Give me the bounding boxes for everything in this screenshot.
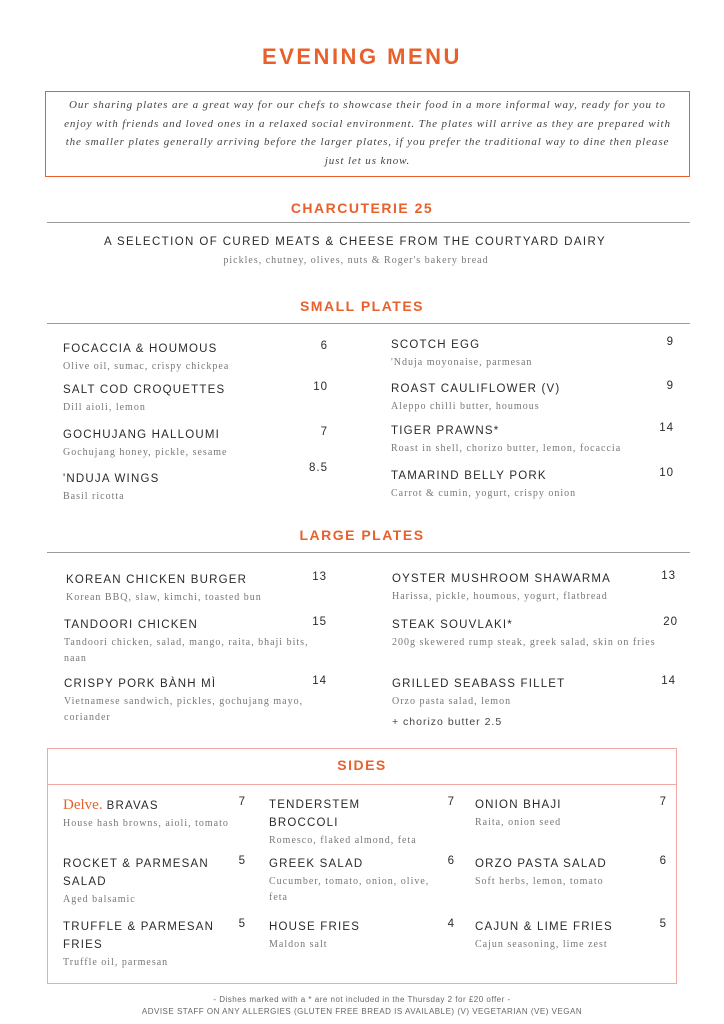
item-description: Korean BBQ, slaw, kimchi, toasted bun — [66, 592, 262, 603]
item-name-text: TRUFFLE & PARMESAN FRIES — [63, 921, 215, 951]
item-name — [269, 918, 455, 936]
item-price: 5 — [238, 855, 246, 867]
item-description: Carrot & cumin, yogurt, crispy onion — [391, 488, 577, 499]
item-name-text: ROAST CAULIFLOWER (V) — [391, 383, 561, 395]
item-description: Tandoori chicken, salad, mango, raita, bhaji bits, naan — [64, 637, 309, 664]
menu-item — [392, 675, 676, 728]
item-name-text: STEAK SOUVLAKI* — [392, 619, 513, 631]
item-name-text: GREEK SALAD — [269, 858, 364, 870]
item-name-text: CRISPY PORK BÀNH MÌ — [64, 678, 217, 690]
menu-item — [269, 855, 455, 906]
menu-item — [63, 855, 246, 908]
charcuterie-heading: CHARCUTERIE 25 — [290, 200, 434, 216]
item-name — [64, 616, 327, 634]
item-name-text: TANDOORI CHICKEN — [64, 619, 198, 631]
item-price: 6 — [447, 855, 455, 867]
item-price: 9 — [666, 380, 674, 392]
menu-item — [475, 796, 667, 831]
item-name-text: ROCKET & PARMESAN SALAD — [63, 858, 209, 888]
item-price: 5 — [238, 918, 246, 930]
item-price: 9 — [666, 336, 674, 348]
item-name — [63, 796, 246, 815]
menu-item — [475, 918, 667, 953]
menu-item — [392, 570, 676, 605]
item-price: 13 — [661, 570, 676, 582]
divider — [47, 552, 690, 553]
item-description: Romesco, flaked almond, feta — [269, 835, 417, 846]
item-name-text: TIGER PRAWNS* — [391, 425, 500, 437]
menu-item — [64, 616, 327, 667]
item-description: Gochujang honey, pickle, sesame — [63, 447, 228, 458]
item-description: Aleppo chilli butter, houmous — [391, 401, 540, 412]
item-name — [392, 570, 676, 588]
item-name-text: TAMARIND BELLY PORK — [391, 470, 547, 482]
menu-item — [63, 796, 246, 832]
item-name-text: GRILLED SEABASS FILLET — [392, 678, 566, 690]
large-plates-heading: LARGE PLATES — [299, 527, 425, 543]
item-price: 5 — [659, 918, 667, 930]
menu-item — [66, 571, 327, 606]
item-description: Orzo pasta salad, lemon — [392, 696, 512, 707]
item-description: Truffle oil, parmesan — [63, 957, 169, 968]
item-description: 200g skewered rump steak, greek salad, skin on fries — [392, 637, 656, 648]
item-description: 'Nduja moyonaise, parmesan — [391, 357, 533, 368]
item-description: Roast in shell, chorizo butter, lemon, focaccia — [391, 443, 622, 454]
divider — [47, 222, 690, 223]
item-name — [63, 381, 328, 399]
menu-item — [63, 381, 328, 416]
item-name — [392, 675, 676, 693]
item-price: 7 — [659, 796, 667, 808]
menu-item — [63, 426, 328, 461]
item-price: 10 — [659, 467, 674, 479]
item-name — [63, 470, 328, 488]
menu-item — [391, 336, 674, 371]
delve-logo: Delve. — [63, 797, 103, 813]
page-title: EVENING MENU — [262, 44, 462, 69]
menu-item — [269, 918, 455, 953]
menu-item — [391, 380, 674, 415]
item-name-text: BRAVAS — [106, 800, 159, 812]
item-name-text: SALT COD CROQUETTES — [63, 384, 226, 396]
item-price: 8.5 — [309, 462, 328, 474]
item-name — [475, 796, 667, 814]
item-price: 6 — [320, 340, 328, 352]
divider — [47, 784, 677, 785]
item-name — [66, 571, 327, 589]
item-name — [63, 426, 328, 444]
intro-text: Our sharing plates are a great way for our chefs to showcase their food in a more informal way, ready for you to enjoy with friends and loved ones in a relaxed social environment. The plates will arrive as they are prepared with the smaller plates generally arriving before the larger plates, if you prefer the traditional way to dine then please just let us know. — [45, 91, 690, 177]
menu-item — [475, 855, 667, 890]
item-price: 7 — [447, 796, 455, 808]
item-name-text: GOCHUJANG HALLOUMI — [63, 429, 221, 441]
item-name-text: SCOTCH EGG — [391, 339, 481, 351]
item-description: Harissa, pickle, houmous, yogurt, flatbread — [392, 591, 608, 602]
item-name — [63, 918, 246, 954]
item-name-text: 'NDUJA WINGS — [63, 473, 160, 485]
item-price: 14 — [661, 675, 676, 687]
item-description: Basil ricotta — [63, 491, 125, 502]
item-price: 6 — [659, 855, 667, 867]
item-name — [269, 855, 455, 873]
menu-item — [269, 796, 455, 849]
small-plates-heading: SMALL PLATES — [299, 298, 425, 314]
item-name-text: KOREAN CHICKEN BURGER — [66, 574, 248, 586]
item-description: Cucumber, tomato, onion, olive, feta — [269, 876, 430, 903]
item-name — [63, 855, 246, 891]
item-name — [64, 675, 327, 693]
menu-item — [63, 918, 246, 971]
item-price: 15 — [312, 616, 327, 628]
item-name — [391, 380, 674, 398]
item-name-text: CAJUN & LIME FRIES — [475, 921, 613, 933]
item-name — [475, 918, 667, 936]
item-price: 7 — [238, 796, 246, 808]
item-price: 4 — [447, 918, 455, 930]
charcuterie-title: A SELECTION OF CURED MEATS & CHEESE FROM THE COURTYARD DAIRY — [103, 236, 607, 248]
item-description: Olive oil, sumac, crispy chickpea — [63, 361, 230, 372]
item-description: Cajun seasoning, lime zest — [475, 939, 608, 950]
item-description: Maldon salt — [269, 939, 328, 950]
divider — [47, 323, 690, 324]
menu-item — [391, 467, 674, 502]
item-name-text: OYSTER MUSHROOM SHAWARMA — [392, 573, 611, 585]
item-name-text: FOCACCIA & HOUMOUS — [63, 343, 218, 355]
menu-item — [392, 616, 678, 651]
item-description: Aged balsamic — [63, 894, 136, 905]
item-description: House hash browns, aioli, tomato — [63, 818, 229, 829]
item-name — [391, 467, 674, 485]
item-price: 7 — [320, 426, 328, 438]
item-price: 14 — [659, 422, 674, 434]
item-description: Vietnamese sandwich, pickles, gochujang mayo, coriander — [64, 696, 304, 723]
item-name — [475, 855, 667, 873]
item-extra: + chorizo butter 2.5 — [392, 716, 503, 728]
sides-heading: SIDES — [337, 757, 387, 773]
menu-item — [391, 422, 674, 457]
allergy-note: ADVISE STAFF ON ANY ALLERGIES (GLUTEN FREE BREAD IS AVAILABLE) (V) VEGETARIAN (VE) VEGAN — [141, 1007, 583, 1016]
item-name — [391, 422, 674, 440]
item-name-text: TENDERSTEM BROCCOLI — [269, 799, 361, 829]
item-name — [392, 616, 678, 634]
item-description: Raita, onion seed — [475, 817, 562, 828]
item-price: 10 — [313, 381, 328, 393]
item-price: 14 — [312, 675, 327, 687]
menu-item — [63, 462, 328, 505]
item-name-text: ONION BHAJI — [475, 799, 562, 811]
item-name-text: HOUSE FRIES — [269, 921, 361, 933]
offer-note: - Dishes marked with a * are not included in the Thursday 2 for £20 offer - — [213, 995, 511, 1004]
item-name — [391, 336, 674, 354]
item-description: Dill aioli, lemon — [63, 402, 146, 413]
item-name-text: ORZO PASTA SALAD — [475, 858, 607, 870]
item-price: 20 — [663, 616, 678, 628]
menu-item — [64, 675, 327, 726]
menu-item — [63, 340, 328, 375]
item-description: Soft herbs, lemon, tomato — [475, 876, 604, 887]
charcuterie-desc: pickles, chutney, olives, nuts & Roger's bakery bread — [223, 255, 489, 266]
item-name — [269, 796, 455, 832]
item-price: 13 — [312, 571, 327, 583]
item-name — [63, 340, 328, 358]
